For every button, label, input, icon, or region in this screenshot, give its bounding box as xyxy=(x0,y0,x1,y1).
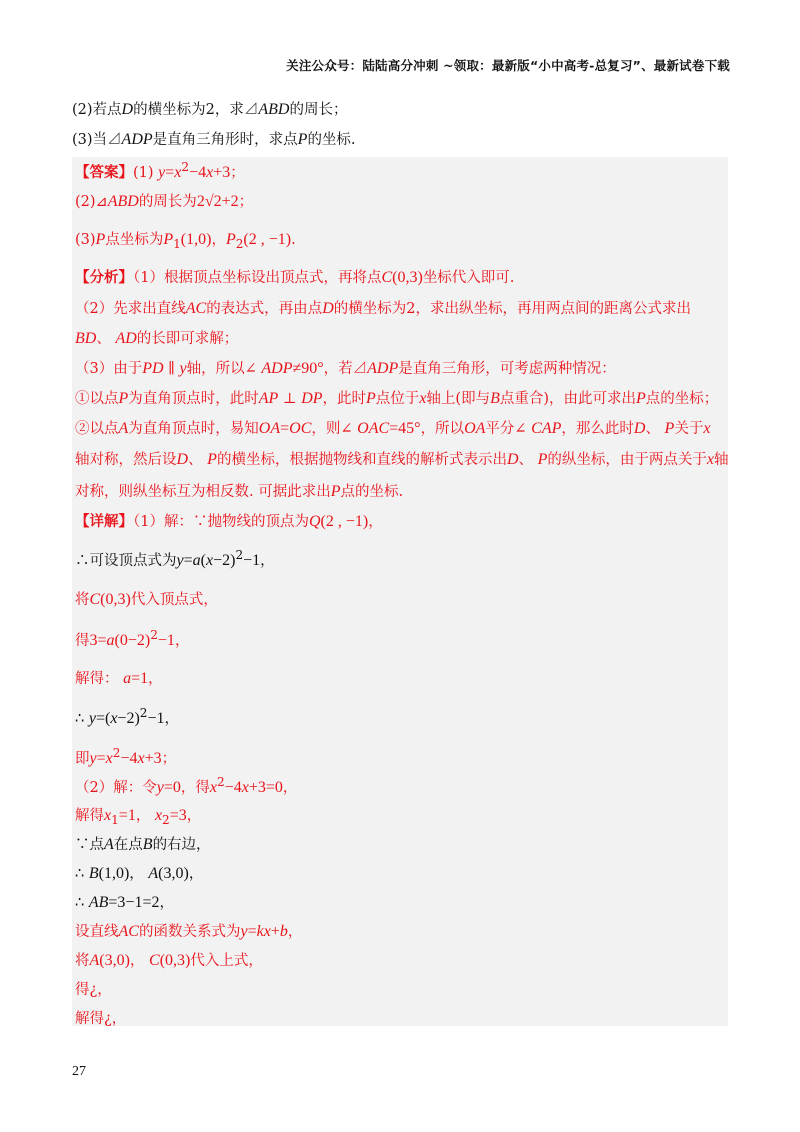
detail-line-7: 即$y=x^2-4x+3$； xyxy=(75,746,177,767)
analysis-line-3: BD、 AD的长即可求解； xyxy=(75,330,239,347)
detail-line-3: 将C(0,3)代入顶点式， xyxy=(75,591,218,608)
detail-line-10: ∵点A在点B的右边， xyxy=(75,836,211,853)
analysis-line-4: （3）由于PD ∥ y轴，所以∠ ADP≠90°，若⊿ADP是直角三角形，可考虑两种情况： xyxy=(75,360,616,377)
detail-line-16: 解得¿， xyxy=(75,1011,127,1027)
page-header: 关注公众号：陆陆高分冲刺 ~领取：最新版“小中高考-总复习”、最新试卷下载 xyxy=(286,58,730,73)
analysis-line-2: （2）先求出直线AC的表达式，再由点D的横坐标为2，求出纵坐标，再用两点间的距离公式求出 xyxy=(75,300,691,317)
answer-line-1: 【答案】(1) $y=x^2-4x+3$； xyxy=(75,160,245,181)
page-number: 27 xyxy=(72,1064,86,1079)
analysis-line-5: ①以点P为直角顶点时，此时AP ⊥ DP，此时P点位于x轴上(即与B点重合)，由此可求出P点的坐标； xyxy=(75,390,719,407)
detail-line-9: 解得$x_1=1$， $x_2=3$， xyxy=(75,807,202,827)
detail-line-15: 得¿， xyxy=(75,982,112,998)
detail-line-1: 【详解】（1）解：∵抛物线的顶点为Q(2 , −1)， xyxy=(75,513,383,530)
detail-line-11: ∴ B(1,0)， A(3,0)， xyxy=(75,865,204,882)
detail-line-6: ∴ $y=(x-2)^2-1$， xyxy=(75,706,179,727)
answer-line-3: (3)P点坐标为$P_1(1,0)$，$P_2(2$ , −1). xyxy=(75,231,296,251)
answer-line-2: (2)⊿ABD的周长为2√2+2； xyxy=(75,193,254,210)
detail-line-8: （2）解：令y=0，得$x^2-4x+3=0$， xyxy=(75,775,298,796)
question-2: (2)若点D的横坐标为2，求⊿ABD的周长； xyxy=(72,101,348,118)
analysis-line-8: 对称，则纵坐标互为相反数. 可据此求出P点的坐标. xyxy=(75,483,404,500)
detail-line-2: ∴可设顶点式为$y=a(x-2)^2-1$， xyxy=(75,548,275,569)
question-3: (3)当⊿ADP是直角三角形时，求点P的坐标. xyxy=(72,131,356,148)
detail-line-12: ∴ AB=3−1=2， xyxy=(75,894,174,911)
analysis-line-6: ②以点A为直角顶点时，易知OA=OC，则∠ OAC=45°，所以OA平分∠ CAP，那么此时D、 P关于x xyxy=(75,420,711,437)
detail-line-13: 设直线AC的函数关系式为y=kx+b， xyxy=(75,923,303,940)
analysis-line-1: 【分析】（1）根据顶点坐标设出顶点式，再将点C(0,3)坐标代入即可. xyxy=(75,269,515,286)
detail-line-14: 将A(3,0)， C(0,3)代入上式， xyxy=(75,952,263,969)
detail-line-4: 得$3=a(0-2)^2-1$， xyxy=(75,628,190,649)
analysis-line-7: 轴对称，然后设D、 P的横坐标，根据抛物线和直线的解析式表示出D、 P的纵坐标，由于两点关于x轴 xyxy=(75,451,729,468)
detail-line-5: 解得： a=1， xyxy=(75,670,163,687)
